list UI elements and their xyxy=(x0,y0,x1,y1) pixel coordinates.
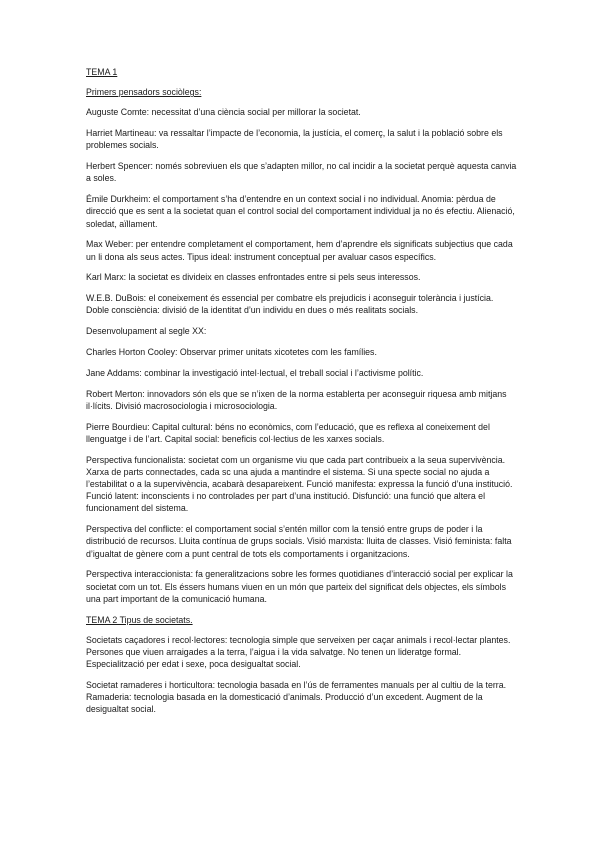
subsection-title-primers-pensadors: Primers pensadors sociòlegs: xyxy=(86,87,202,98)
paragraph-conflicte: Perspectiva del conflicte: el comportament social s’entén millor com la tensió entre grups de poder i la distribució de recursos. Lluita contínua de grups socials. Visió marxista: lluita de classes. Visió feminista: falta d’igualtat de gènere com a punt central de tots els comportaments i organitzacions. xyxy=(86,524,512,559)
paragraph-comte: Auguste Comte: necessitat d’una ciència social per millorar la societat. xyxy=(86,107,361,118)
paragraph-durkheim: Émile Durkheim: el comportament s’ha d’entendre en un context social i no individual. Anomia: pèrdua de direcció que es sent a la societat quan el control social del comportament individual ja no és efectiu. Alienació, soledat, aïllament. xyxy=(86,194,515,229)
paragraph-addams: Jane Addams: combinar la investigació intel·lectual, el treball social i l’activisme polític. xyxy=(86,367,424,378)
section-title-tema1: TEMA 1 xyxy=(86,67,118,77)
paragraph-funcionalista: Perspectiva funcionalista: societat com un organisme viu que cada part contribueix a la seua supervivència. Xarxa de parts connectades, cada sc una ajuda a mantindre el sistema. Si una specte social no ajuda a l’estabilitat o a la supervivència, acabarà desapareixent. Funció manifesta: expressa la funció d’una institució. Funció latent: inconscients i no controlades per part d’una institució. Disfunció: una funció que altera el funcionament del sistema. xyxy=(86,454,513,514)
document-page xyxy=(86,66,518,716)
paragraph-martineau: Harriet Martineau: va ressaltar l’impacte de l’economia, la justícia, el comerç, la salut i la població sobre els problemes socials. xyxy=(86,128,503,151)
paragraph-segle-xx: Desenvolupament al segle XX: xyxy=(86,326,207,337)
paragraph-cooley: Charles Horton Cooley: Observar primer unitats xicotetes com les famílies. xyxy=(86,347,377,357)
paragraph-weber: Max Weber: per entendre completament el comportament, hem d’aprendre els significats subjectius que cada un li dona als seus actes. Tipus ideal: instrument conceptual per avaluar casos específics. xyxy=(86,239,513,262)
paragraph-merton: Robert Merton: innovadors són els que se n’ixen de la norma establerta per aconseguir riquesa amb mitjans il·lícits. Divisió macrosociologia i microsociologia. xyxy=(86,388,507,411)
paragraph-interaccionista: Perspectiva interaccionista: fa generalitzacions sobre les formes quotidianes d’interacció social per explicar la societat com un tot. Els éssers humans viuen en un món que parteix del significat dels objectes, els símbols una part important de la comunicació humana. xyxy=(86,569,513,604)
paragraph-dubois: W.E.B. DuBois: el coneixement és essencial per combatre els prejudicis i aconseguir tolerància i justícia. Doble consciència: divisió de la identitat d’un individu en dues o més realitats socials. xyxy=(86,293,494,316)
paragraph-bourdieu: Pierre Bourdieu: Capital cultural: béns no econòmics, com l’educació, que es reflexa al coneixement del llenguatge i de l’art. Capital social: beneficis col·lectius de les xarxes socials. xyxy=(86,421,490,444)
paragraph-ramaderes: Societat ramaderes i horticultora: tecnologia basada en l’ús de ferramentes manuals per al cultiu de la terra. Ramaderia: tecnologia basada en la domesticació d’animals. Producció d’un excedent. Augment de la desigualtat social. xyxy=(86,680,507,715)
section-title-tema2: TEMA 2 Tipus de societats. xyxy=(86,614,193,625)
paragraph-spencer: Herbert Spencer: només sobreviuen els que s’adapten millor, no cal incidir a la societat perquè aquesta canvia a soles. xyxy=(86,161,517,184)
paragraph-cacadores: Societats caçadores i recol·lectores: tecnologia simple que serveixen per caçar animals i recol·lectar plantes. Persones que viuen arraigades a la terra, l’aigua i la vida salvatge. No tenen un lideratge formal. Especialització per edat i sexe, poca desigualtat social. xyxy=(86,634,511,670)
paragraph-marx: Karl Marx: la societat es divideix en classes enfrontades entre si pels seus interessos. xyxy=(86,272,421,283)
